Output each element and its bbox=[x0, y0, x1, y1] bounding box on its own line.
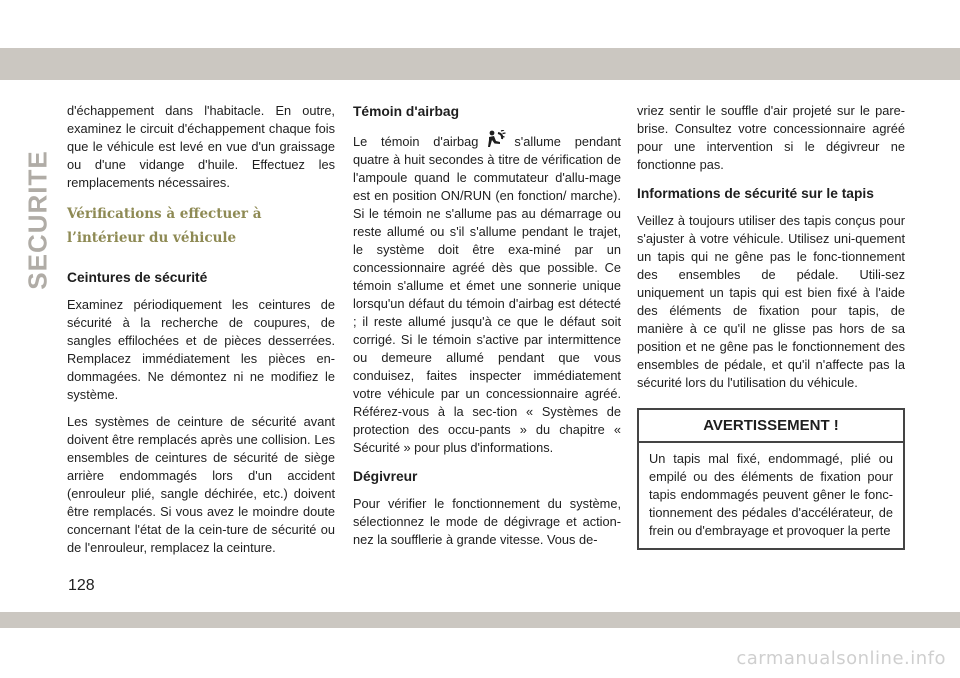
warning-title: AVERTISSEMENT ! bbox=[639, 410, 903, 443]
intro-paragraph: d'échappement dans l'habitacle. En outre, examinez le circuit d'échappement chaque fois que le véhicule est levé en vue d'un graissage ou d'une vidange d'huile. Effectuez les remplacements nécessaires. bbox=[67, 103, 335, 190]
defroster-paragraph: Pour vérifier le fonctionnement du système, sélectionnez le mode de dégivrage et action-nez la soufflerie à grande vitesse. Vous de- bbox=[353, 496, 621, 547]
column-3 bbox=[637, 102, 905, 550]
chapter-tab-label: SECURITE bbox=[22, 150, 53, 290]
airbag-heading: Témoin d'airbag bbox=[353, 104, 460, 119]
column-1 bbox=[67, 102, 335, 566]
column-2 bbox=[353, 102, 621, 558]
airbag-paragraph bbox=[353, 130, 621, 457]
section-title: Vérifications à effectuer à l’intérieur du véhicule bbox=[67, 206, 262, 246]
floor-mat-paragraph: Veillez à toujours utiliser des tapis conçus pour s'ajuster à votre véhicule. Utilisez uni-quement un tapis qui ne gêne pas le fonc-tionnement des ensembles de pédale. Utili-sez uniquement un tapis qui est bien fixé à l'aide des éléments de fixation pour tapis, de manière à ce qu'il ne glisse pas hors de sa position et ne gêne pas le fonctionnement des ensembles de pédale, et qu'il n'affecte pas la sécurité lors du l'utilisation du véhicule. bbox=[637, 213, 905, 390]
page-number: 128 bbox=[68, 577, 95, 594]
header-band bbox=[0, 48, 960, 80]
seatbelts-heading: Ceintures de sécurité bbox=[67, 270, 208, 285]
warning-box bbox=[637, 408, 905, 550]
airbag-lead-text: Le témoin d'airbag bbox=[353, 134, 479, 149]
seatbelts-paragraph-1: Examinez périodiquement les ceintures de sécurité à la recherche de coupures, de sangles effilochées et de pièces desserrées. Remplacez immédiatement les pièces en-dommagées. Ne démontez ni ne modifiez le système. bbox=[67, 297, 335, 402]
warning-text: Un tapis mal fixé, endommagé, plié ou empilé ou des éléments de fixation pour tapis endommagés peuvent gêner le fonc-tionnement des pédales d'accélérateur, de frein ou d'embrayage et provoquer la perte bbox=[649, 451, 893, 538]
footer-band bbox=[0, 612, 960, 628]
chapter-tab bbox=[18, 150, 58, 290]
seatbelts-paragraph-2: Les systèmes de ceinture de sécurité avant doivent être remplacés après une collision. Les ensembles de ceintures de sécurité de siège arrière endommagés lors d'un accident (enrouleur plié, sangle déchirée, etc.) doivent être remplacés. Si vous avez le moindre doute concernant l'état de la cein-ture de sécurité ou de l'enrouleur, remplacez la ceinture. bbox=[67, 414, 335, 555]
floor-mat-heading: Informations de sécurité sur le tapis bbox=[637, 186, 874, 201]
defroster-heading: Dégivreur bbox=[353, 469, 418, 484]
defroster-continued: vriez sentir le souffle d'air projeté sur le pare-brise. Consultez votre concessionnaire agréé pour une intervention si le dégivreur ne fonctionne pas. bbox=[637, 103, 905, 172]
airbag-warning-icon bbox=[486, 130, 506, 148]
airbag-body-text: s'allume pendant quatre à huit secondes à titre de vérification de l'ampoule quand le commutateur d'allu-mage est en position ON/RUN (en fonction/ marche). Si le témoin ne s'allume pas au démarrage ou reste allumé ou s'il s'allume pendant le trajet, le système doit être exa-miné par un concessionnaire agréé dès que possible. Ce témoin s'allume et émet une sonnerie unique lorsqu'un défaut du témoin d'airbag est détecté ; il reste allumé jusqu'à ce que le défaut soit corrigé. Si le témoin s'active par intermittence ou demeure allumé pendant que vous conduisez, faites inspecter immédiatement votre véhicule par un concessionnaire agréé. Référez-vous à la sec-tion « Systèmes de protection des occu-pants » du chapitre « Sécurité » pour plus d'informations. bbox=[353, 134, 621, 455]
watermark: carmanualsonline.info bbox=[736, 648, 946, 669]
